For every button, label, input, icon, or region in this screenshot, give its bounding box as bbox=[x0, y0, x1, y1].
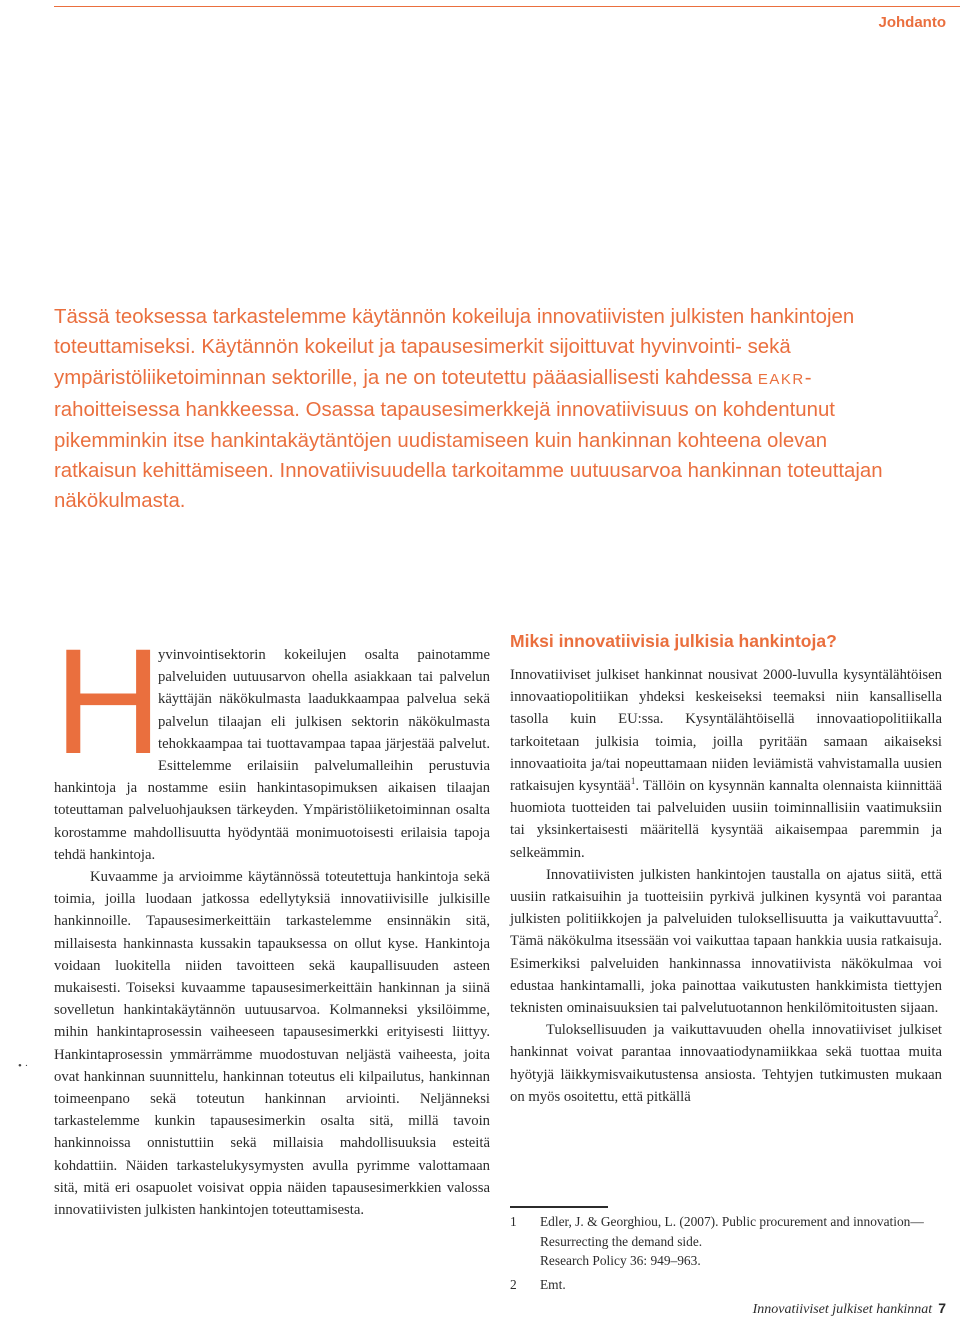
footnote-2 bbox=[510, 1275, 940, 1295]
right-column bbox=[510, 664, 942, 1108]
footnote-rule bbox=[510, 1206, 608, 1208]
right-column-heading: Miksi innovatiivisia julkisia hankintoja? bbox=[510, 631, 837, 651]
footnote-ref-1: 1 bbox=[630, 776, 636, 787]
footnote-2-number: 2 bbox=[510, 1277, 517, 1292]
footer-title: Innovatiiviset julkiset hankinnat bbox=[752, 1302, 933, 1317]
left-column bbox=[54, 617, 490, 1221]
right-paragraph-1-text-a: Innovatiiviset julkiset hankinnat nousivat 2000-luvulla kysyntälähtöisen innovaatiopolitiikan yhdeksi keskeiseksi teemaksi niin kansallisella tasolla kuin EU:ssa. Kysyntälähtöisellä innovaatiopolitiikalla tarkoitetaan julkisia toimia, joilla pyritään samaan aikaiseksi innovaatioita ja/tai nopeuttamaan niiden leviämistä vahvistamalla uusien ratkaisujen kysyntää bbox=[510, 667, 942, 795]
margin-mark: • · bbox=[18, 1060, 29, 1072]
page-footer bbox=[753, 1300, 946, 1318]
footnote-ref-2: 2 bbox=[933, 909, 939, 920]
left-paragraph-2: Kuvaamme ja arvioimme käytännössä toteutettuja hankintoja sekä toimia, joilla luodaan jatkossa edellytyksiä innovatiivisille julkisille hankinnoille. Tapausesimerkeittäin tarkastelemme ensinnäkin sitä, millaisesta hankinnasta kussakin tapauksessa on ollut kyse. Hankintoja voidaan luokitella niiden tavoitteen sekä kaupallisuuden asteen mukaisesti. Toiseksi kuvaamme tapausesimerkeittäin hankinnan ja siinä sovelletun hankintakäytännön uutuusarvoa. Kolmanneksi yksilöimme, mihin hankintaprosessin vaiheeseen tapausesimerkki erityisesti liittyy. Hankintaprosessin ymmärrämme muodostuvan neljästä vaiheesta, joita ovat hankinnan suunnittelu, hankinnan toteutus eli kilpailutus, hankinnan toimeenpano sekä toteutun hankinnan arviointi. Neljänneksi tarkastelemme kunkin tapausesimerkin osalta sitä, millä tavoin hankinnoissa onnistuttiin sekä millaisia mahdollisuuksia esteitä kohdattiin. Näiden tarkastelukysymysten avulla pyrimme valottamaan sitä, mitä eri osapuolet voisivat oppia näiden tapausesimerkkien valossa innovatiivisten julkisten hankintojen toteuttamisesta. bbox=[54, 869, 490, 1219]
footnote-1-text: Edler, J. & Georghiou, L. (2007). Public procurement and innovation—Resurrecting the demand side. bbox=[540, 1214, 924, 1249]
right-paragraph-3: Tuloksellisuuden ja vaikuttavuuden ohella innovatiiviset julkiset hankinnat voivat parantaa innovaatiodynamiikkaa sekä tuottaa muita hyötyjä läikkymisvaikutustensa ansiosta. Tehtyjen tutkimusten mukaan on myös osoitettu, että pitkällä bbox=[510, 1022, 942, 1105]
footnote-1 bbox=[510, 1212, 940, 1271]
right-paragraph-1-text-b: . Tällöin on kysynnän kannalta olennaista kiinnittää huomiota tuotteiden tai palveluiden uusiin toiminnallisiin vaatimuksiin tai yksinkertaisesti määritellä kysyntää aikaisempaa paremmin ja selkeämmin. bbox=[510, 778, 942, 861]
section-label: Johdanto bbox=[878, 14, 946, 31]
right-paragraph-1 bbox=[510, 664, 942, 864]
left-paragraph-1: yvinvointisektorin kokeilujen osalta painotamme palveluiden uutuusarvon ohella asiakkaan tai palvelun käyttäjän näkökulmasta laadukkaampaa palvelua sekä palvelun tilaajan eli julkisen sektorin näkökulmasta tehokkaampaa tai tuottavampaa tapaa järjestää palvelut. Esittelemme erilaisiin palvelumalleihin perustuvia hankintoja ja nostamme esiin hankintasopimuksen aikaisen tilaajan toteuttaman palveluohjauksen tärkeyden. Ympäristöliiketoiminnan osalta korostamme mahdollisuutta hyödyntää monimuotoisesti erilaisia tapoja tehdä hankintoja. bbox=[54, 647, 490, 863]
footnote-1-number: 1 bbox=[510, 1214, 517, 1229]
footnote-2-text: Emt. bbox=[540, 1277, 566, 1292]
intro-abbreviation: EAKR bbox=[757, 370, 805, 388]
drop-cap: H bbox=[54, 617, 163, 785]
footnote-1-body bbox=[540, 1212, 940, 1271]
right-paragraph-2-text-b: . Tämä näkökulma itsessään voi vaikuttaa tapaan hankkia uusia ratkaisuja. Esimerkiksi palveluiden hankinnassa innovatiivista näkökulmaa voi edustaa hankintamalli, joka painottaa vaikutusten hankkimista tiettyjen teknisten ominaisuuksien tai palvelutuotannon henkilömitoitusten sijaan. bbox=[510, 911, 942, 1017]
intro-paragraph bbox=[54, 302, 914, 517]
footnote-1-text-2: Research Policy 36: 949–963. bbox=[540, 1253, 701, 1268]
page-number: 7 bbox=[938, 1300, 946, 1316]
right-paragraph-2 bbox=[510, 864, 942, 1019]
intro-text-1: Tässä teoksessa tarkastelemme käytännön kokeiluja innovatiivisten julkisten hankintojen toteuttamiseksi. Käytännön kokeilut ja tapausesimerkit sijoittuvat hyvinvointi- sekä ympäristöliiketoiminnan sektorille, ja ne on toteutettu pääasiallisesti kahdessa bbox=[54, 306, 855, 389]
top-rule bbox=[54, 6, 960, 7]
right-paragraph-2-text-a: Innovatiivisten julkisten hankintojen taustalla on ajatus siitä, että uusiin ratkaisuihin ja tuotteisiin pyrkivä julkinen kysyntä voi parantaa julkisten politiikkojen ja palveluiden tuloksellisuutta ja vaikuttavuutta bbox=[510, 866, 942, 928]
intro-text-2: -rahoitteisessa hankkeessa. Osassa tapausesimerkkejä innovatiivisuus on kohdentunut pikemminkin itse hankintakäytäntöjen uudistamiseen kuin hankinnan kohteena olevan ratkaisun kehittämiseen. Innovatiivisuudella tarkoitamme uutuusarvoa hankinnan toteuttajan näkökulmasta. bbox=[54, 366, 883, 513]
